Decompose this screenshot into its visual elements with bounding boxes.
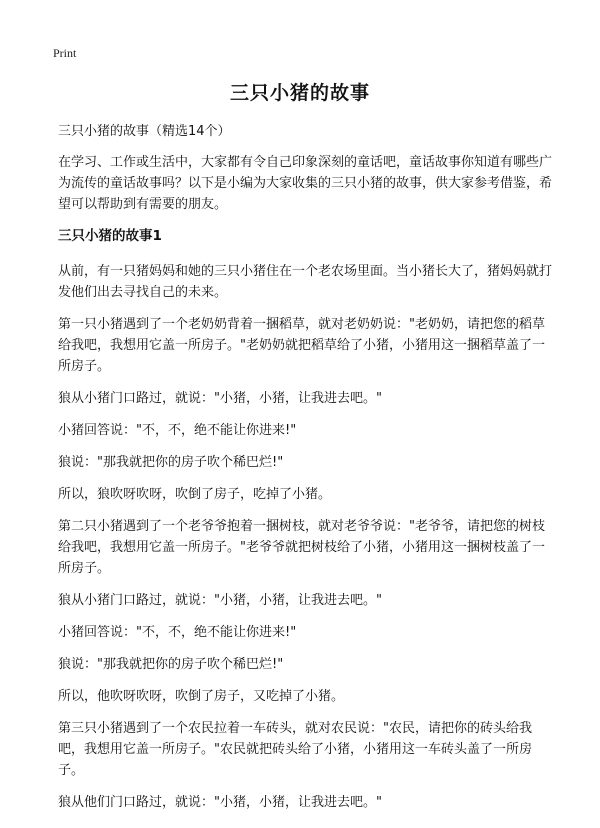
article-subtitle: 三只小猪的故事（精选14个） (58, 124, 231, 139)
story-paragraph: 所以，狼吹呀吹呀，吹倒了房子，吃掉了小猪。 (58, 487, 332, 502)
story-paragraph: 第一只小猪遇到了一个老奶奶背着一捆稻草，就对老奶奶说："老奶奶，请把您的稻草给我吧，我想用它盖一所房子。"老奶奶就把稻草给了小猪，小猪用这一捆稻草盖了一所房子。 (58, 317, 545, 374)
story-paragraph: 第三只小猪遇到了一个农民拉着一车砖头，就对农民说："农民，请把你的砖头给我吧，我想用它盖一所房子。"农民就把砖头给了小猪，小猪用这一车砖头盖了一所房子。 (58, 721, 532, 778)
print-link[interactable]: Print (53, 46, 77, 60)
story-paragraph: 小猪回答说："不，不，绝不能让你进来!" (58, 423, 297, 438)
story-paragraph: 狼说："那我就把你的房子吹个稀巴烂!" (58, 455, 284, 470)
story-paragraph: 狼说："那我就把你的房子吹个稀巴烂!" (58, 657, 284, 672)
story-paragraph: 从前，有一只猪妈妈和她的三只小猪住在一个老农场里面。当小猪长大了，猪妈妈就打发他们出去寻找自己的未来。 (58, 264, 553, 300)
story-paragraph: 狼从小猪门口路过，就说："小猪，小猪，让我进去吧。" (58, 593, 382, 608)
article-intro: 在学习、工作或生活中，大家都有令自己印象深刻的童话吧，童话故事你知道有哪些广为流传的童话故事吗？以下是小编为大家收集的三只小猪的故事，供大家参考借鉴，希望可以帮助到有需要的朋友。 (58, 155, 553, 212)
story-paragraph: 第二只小猪遇到了一个老爷爷抱着一捆树枝，就对老爷爷说："老爷爷，请把您的树枝给我吧，我想用它盖一所房子。"老爷爷就把树枝给了小猪，小猪用这一捆树枝盖了一所房子。 (58, 519, 545, 576)
section-heading: 三只小猪的故事1 (58, 228, 162, 244)
story-paragraph: 小猪回答说："不，不，绝不能让你进来!" (58, 625, 297, 640)
article-body (58, 121, 554, 824)
page-title: 三只小猪的故事 (229, 82, 370, 104)
story-paragraph: 所以，他吹呀吹呀，吹倒了房子，又吃掉了小猪。 (58, 689, 345, 704)
story-paragraph: 狼从小猪门口路过，就说："小猪，小猪，让我进去吧。" (58, 391, 382, 406)
story-paragraph: 狼从他们门口路过，就说："小猪，小猪，让我进去吧。" (58, 795, 382, 810)
